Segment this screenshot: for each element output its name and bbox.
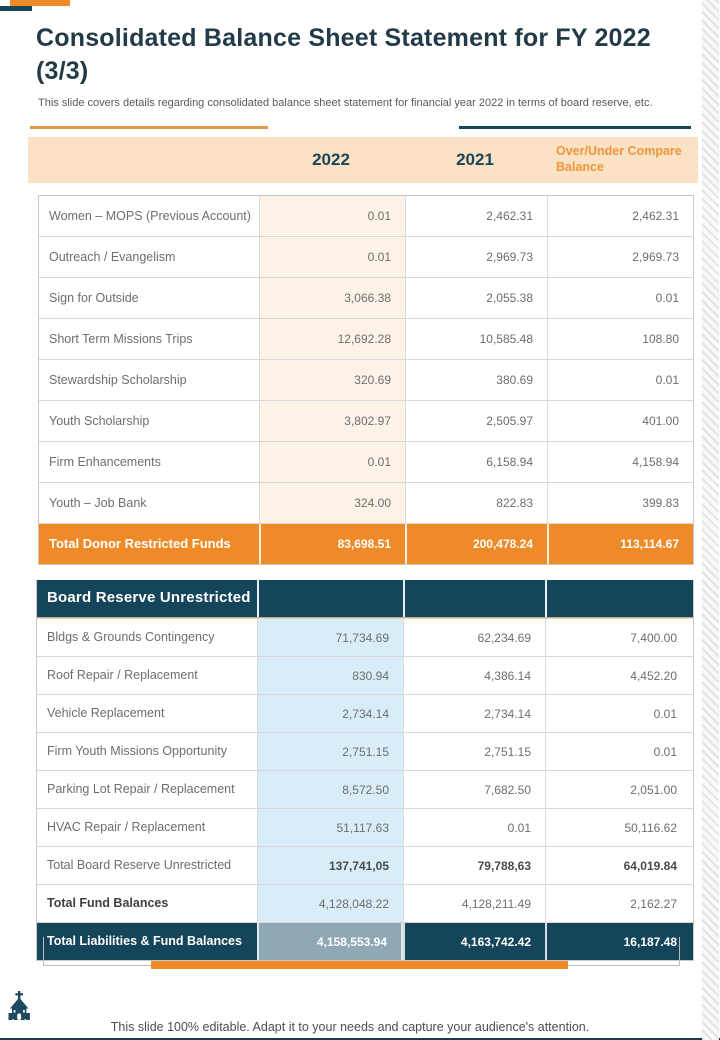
value-2021: 4,386.14	[403, 657, 545, 694]
row-label: Vehicle Replacement	[47, 706, 165, 721]
value-2021: 2,055.38	[405, 278, 547, 318]
header-empty-2022	[257, 580, 403, 617]
row-label: Women – MOPS (Previous Account)	[49, 208, 251, 223]
value-2022: 830.94	[257, 657, 403, 694]
row-label: Bldgs & Grounds Contingency	[47, 630, 215, 645]
header-2022: 2022	[312, 150, 350, 169]
row-label: Short Term Missions Trips	[49, 331, 193, 346]
row-label: Sign for Outside	[49, 290, 139, 305]
header-spacer	[28, 137, 258, 183]
value-diff: 64,019.84	[545, 847, 691, 884]
value-2022: 2,751.15	[257, 733, 403, 770]
total-row	[39, 523, 693, 564]
value-diff: 0.01	[545, 695, 691, 732]
value-2022: 3,066.38	[259, 278, 405, 318]
row-label: Firm Enhancements	[49, 454, 161, 469]
table-row	[37, 846, 693, 884]
teal-divider-line	[459, 126, 691, 129]
table-row	[37, 656, 693, 694]
value-diff: 0.01	[545, 733, 691, 770]
row-label: Youth Scholarship	[49, 413, 150, 428]
row-label: Outreach / Evangelism	[49, 249, 176, 264]
value-diff: 0.01	[547, 360, 693, 400]
church-icon	[8, 991, 30, 1021]
board-reserve-title: Board Reserve Unrestricted	[47, 589, 251, 607]
table-row	[37, 618, 693, 656]
table-row	[39, 359, 693, 400]
board-reserve-table	[36, 580, 694, 961]
table-row	[39, 441, 693, 482]
row-label: Total Board Reserve Unrestricted	[47, 858, 232, 873]
value-diff: 7,400.00	[545, 619, 691, 656]
value-diff: 108.80	[547, 319, 693, 359]
value-2022: 2,734.14	[257, 695, 403, 732]
value-2021: 380.69	[405, 360, 547, 400]
value-2022: 51,117.63	[257, 809, 403, 846]
value-diff: 113,114.67	[547, 524, 693, 564]
value-2021: 2,505.97	[405, 401, 547, 441]
row-label: Stewardship Scholarship	[49, 372, 187, 387]
value-2021: 0.01	[403, 809, 545, 846]
table-row	[39, 196, 693, 236]
table-row	[39, 236, 693, 277]
table-row	[37, 884, 693, 922]
value-2022: 71,734.69	[257, 619, 403, 656]
value-diff: 0.01	[547, 278, 693, 318]
value-2021: 62,234.69	[403, 619, 545, 656]
value-diff: 2,051.00	[545, 771, 691, 808]
row-label: Parking Lot Repair / Replacement	[47, 782, 235, 797]
header-over-under: Over/Under Compare Balance	[556, 144, 682, 174]
table-row	[39, 482, 693, 523]
table-row	[37, 770, 693, 808]
value-2021: 4,128,211.49	[403, 885, 545, 922]
value-2021: 200,478.24	[405, 524, 547, 564]
table-row	[39, 277, 693, 318]
value-2022: 0.01	[259, 237, 405, 277]
orange-divider-line	[30, 126, 268, 129]
value-diff: 2,969.73	[547, 237, 693, 277]
value-2021: 2,969.73	[405, 237, 547, 277]
value-2022: 83,698.51	[259, 524, 405, 564]
row-label: Roof Repair / Replacement	[47, 668, 198, 683]
footer-note: This slide 100% editable. Adapt it to your needs and capture your audience's attention.	[110, 1020, 590, 1034]
table-row	[37, 694, 693, 732]
value-2022: 320.69	[259, 360, 405, 400]
row-label: Total Donor Restricted Funds	[49, 536, 231, 552]
row-label: Total Fund Balances	[47, 896, 169, 911]
value-2021: 79,788,63	[403, 847, 545, 884]
value-2022: 4,158,553.94	[257, 923, 403, 960]
table1-header	[28, 137, 698, 183]
value-2021: 4,163,742.42	[403, 923, 545, 960]
slide-subtitle: This slide covers details regarding consolidated balance sheet statement for financial year 2022 in terms of board reserve, etc.	[38, 97, 653, 109]
value-diff: 50,116.62	[545, 809, 691, 846]
value-diff: 401.00	[547, 401, 693, 441]
row-label: Firm Youth Missions Opportunity	[47, 744, 227, 759]
value-2021: 7,682.50	[403, 771, 545, 808]
value-2021: 2,734.14	[403, 695, 545, 732]
row-label: Youth – Job Bank	[49, 495, 147, 510]
value-2022: 3,802.97	[259, 401, 405, 441]
value-diff: 2,462.31	[547, 196, 693, 236]
value-diff: 16,187.48	[545, 923, 691, 960]
value-2022: 4,128,048.22	[257, 885, 403, 922]
value-2022: 0.01	[259, 442, 405, 482]
header-2021: 2021	[456, 150, 494, 169]
value-2021: 2,751.15	[403, 733, 545, 770]
value-2022: 8,572.50	[257, 771, 403, 808]
bottom-orange-accent-bar	[151, 961, 568, 969]
value-diff: 4,452.20	[545, 657, 691, 694]
header-empty-2021	[403, 580, 545, 617]
donor-restricted-table	[38, 195, 694, 565]
table-row	[39, 400, 693, 441]
side-hatch-pattern	[702, 0, 719, 1040]
value-diff: 2,162.27	[545, 885, 691, 922]
value-2022: 324.00	[259, 483, 405, 523]
value-2021: 822.83	[405, 483, 547, 523]
value-2022: 137,741,05	[257, 847, 403, 884]
table-row	[39, 318, 693, 359]
table2-header-row	[37, 580, 693, 618]
table-row	[37, 732, 693, 770]
table-row	[37, 808, 693, 846]
row-label: Total Liabilities & Fund Balances	[47, 934, 242, 949]
header-empty-diff	[545, 580, 691, 617]
value-2022: 0.01	[259, 196, 405, 236]
value-2021: 6,158.94	[405, 442, 547, 482]
page-title: Consolidated Balance Sheet Statement for FY 2022 (3/3)	[36, 24, 651, 85]
value-2021: 2,462.31	[405, 196, 547, 236]
value-2021: 10,585.48	[405, 319, 547, 359]
value-diff: 4,158.94	[547, 442, 693, 482]
value-diff: 399.83	[547, 483, 693, 523]
row-label: HVAC Repair / Replacement	[47, 820, 206, 835]
value-2022: 12,692.28	[259, 319, 405, 359]
top-teal-accent-bar	[0, 6, 32, 11]
